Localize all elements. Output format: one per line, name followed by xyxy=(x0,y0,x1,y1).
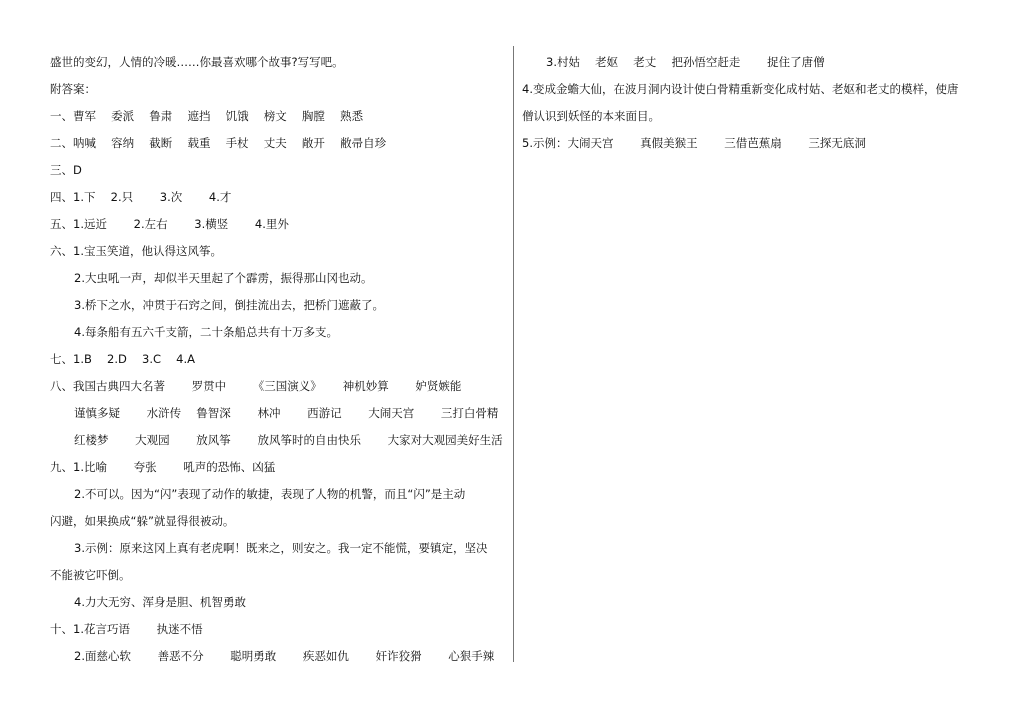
intro-line: 盛世的变幻，人情的冷暖……你最喜欢哪个故事?写写吧。 xyxy=(50,55,344,69)
answer-10-4-b: 僧认识到妖怪的本来面目。 xyxy=(522,109,660,123)
answer-4: 四、1.下 2.只 3.次 4.才 xyxy=(50,190,232,204)
answers-heading: 附答案： xyxy=(50,82,96,96)
answer-6-1: 六、1.宝玉笑道，他认得这风筝。 xyxy=(50,244,222,258)
answer-9-4: 4.力大无穷、浑身是胆、机智勇敢 xyxy=(74,595,246,609)
answer-5: 五、1.远近 2.左右 3.横竖 4.里外 xyxy=(50,217,289,231)
answer-1: 一、曹军 委派 鲁肃 遮挡 饥饿 榜文 胸膛 熟悉 xyxy=(50,109,364,123)
answer-10-5: 5.示例：大闹天宫 真假美猴王 三借芭蕉扇 三探无底洞 xyxy=(522,136,866,150)
answer-8-row-1: 八、我国古典四大名著 罗贯中 《三国演义》 神机妙算 妒贤嫉能 xyxy=(50,379,462,393)
answer-8-row-3: 红楼梦 大观园 放风筝 放风筝时的自由快乐 大家对大观园美好生活 xyxy=(74,433,503,447)
answer-6-4: 4.每条船有五六千支箭，二十条船总共有十万多支。 xyxy=(74,325,338,339)
answer-9-3-a: 3.示例：原来这冈上真有老虎啊！既来之，则安之。我一定不能慌，要镇定，坚决 xyxy=(74,541,488,555)
answer-9-2-a: 2.不可以。因为“闪”表现了动作的敏捷，表现了人物的机警，而且“闪”是主动 xyxy=(74,487,466,501)
answer-10-4-a: 4.变成金蟾大仙，在波月洞内设计使白骨精重新变化成村姑、老妪和老丈的模样，使唐 xyxy=(522,82,959,96)
column-divider xyxy=(513,46,514,662)
answer-2: 二、呐喊 容纳 截断 载重 手杖 丈夫 敞开 敝帚自珍 xyxy=(50,136,387,150)
answer-3: 三、D xyxy=(50,163,82,177)
answer-9-2-b: 闪避，如果换成“躲”就显得很被动。 xyxy=(50,514,235,528)
answer-6-3: 3.桥下之水，冲贯于石窍之间，倒挂流出去，把桥门遮蔽了。 xyxy=(74,298,384,312)
answer-9-3-b: 不能被它吓倒。 xyxy=(50,568,131,582)
answer-10-2: 2.面慈心软 善恶不分 聪明勇敢 疾恶如仇 奸诈狡猾 心狠手辣 xyxy=(74,649,495,663)
answer-9-1: 九、1.比喻 夸张 吼声的恐怖、凶猛 xyxy=(50,460,276,474)
answer-7: 七、1.B 2.D 3.C 4.A xyxy=(50,352,195,366)
answer-8-row-2: 谨慎多疑 水浒传 鲁智深 林冲 西游记 大闹天宫 三打白骨精 xyxy=(74,406,499,420)
answer-10-1: 十、1.花言巧语 执迷不悟 xyxy=(50,622,203,636)
answer-10-3: 3.村姑 老妪 老丈 把孙悟空赶走 捉住了唐僧 xyxy=(546,55,825,69)
right-column xyxy=(522,52,982,160)
answer-6-2: 2.大虫吼一声，却似半天里起了个霹雳，振得那山冈也动。 xyxy=(74,271,373,285)
left-column xyxy=(50,52,505,673)
